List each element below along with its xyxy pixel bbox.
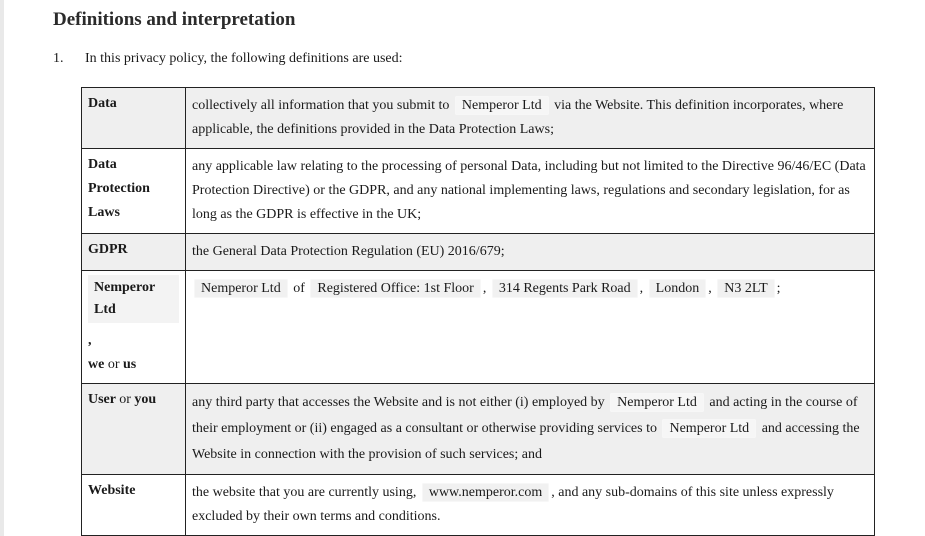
definition-company: Nemperor Ltd of Registered Office: 1st Floor , 314 Regents Park Road , London , N3 2LT ; [186, 271, 875, 384]
definition-row-user [82, 384, 875, 475]
definition-data: collectively all information that you submit to Nemperor Ltd via the Website. This definition incorporates, where applicable, the definitions provided in the Data Protection Laws; [186, 88, 875, 149]
clause-number: 1. [53, 51, 64, 66]
company-name-tag: Nemperor Ltd [610, 393, 704, 412]
term-gdpr: GDPR [82, 234, 186, 271]
company-name-tag: Nemperor Ltd [194, 279, 288, 298]
definitions-table [81, 87, 875, 536]
clause-text: In this privacy policy, the following definitions are used: [85, 51, 403, 66]
section-heading: Definitions and interpretation [53, 9, 296, 30]
term-company: Nemperor Ltd , we or us [82, 271, 186, 384]
definition-row-data [82, 88, 875, 149]
office-tag: Registered Office: 1st Floor [310, 279, 480, 298]
clause-1 [53, 51, 403, 67]
definition-row-data-protection-laws [82, 149, 875, 234]
definition-data-protection-laws: any applicable law relating to the processing of personal Data, including but not limited to the Directive 96/46/EC (Data Protection Directive) or the GDPR, and any national implementing laws, regulations and secondary legislation, for as long as the GDPR is effective in the UK; [186, 149, 875, 234]
postcode-tag: N3 2LT [717, 279, 774, 298]
company-name-tag: Nemperor Ltd [662, 419, 756, 438]
definition-row-gdpr [82, 234, 875, 271]
term-user: User or you [82, 384, 186, 475]
definition-row-website [82, 475, 875, 536]
definition-row-company [82, 271, 875, 384]
city-tag: London [649, 279, 707, 298]
term-website: Website [82, 475, 186, 536]
definition-website: the website that you are currently using, www.nemperor.com , and any sub-domains of this site unless expressly excluded by their own terms and conditions. [186, 475, 875, 536]
definition-user: any third party that accesses the Website and is not either (i) employed by Nemperor Ltd and acting in the course of their employment or (ii) engaged as a consultant or otherwise providing services to Nemperor Ltd and accessing the Website in connection with the provision of such services; and [186, 384, 875, 475]
website-url-tag: www.nemperor.com [422, 483, 549, 502]
left-gutter [0, 0, 4, 536]
term-data: Data [82, 88, 186, 149]
company-name-tag: Nemperor Ltd [455, 96, 549, 115]
company-term-tag: Nemperor Ltd [88, 275, 179, 323]
term-data-protection-laws: Data Protection Laws [82, 149, 186, 234]
definition-gdpr: the General Data Protection Regulation (EU) 2016/679; [186, 234, 875, 271]
street-tag: 314 Regents Park Road [492, 279, 638, 298]
